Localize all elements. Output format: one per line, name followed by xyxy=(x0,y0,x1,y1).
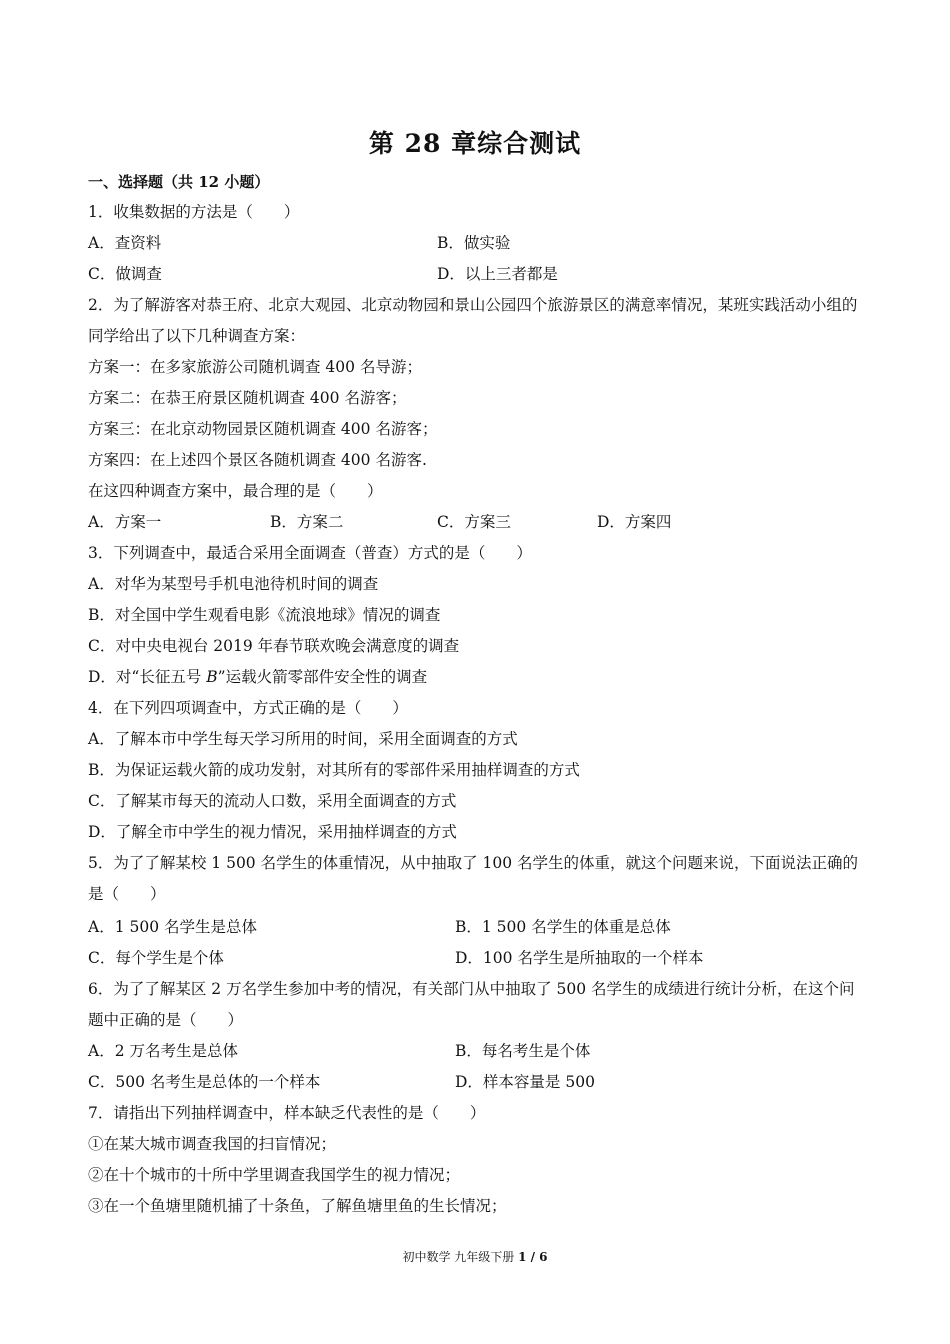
q3-option-c: C．对中央电视台 2019 年春节联欢晚会满意度的调查 xyxy=(88,637,460,655)
q7-item-3: ③在一个鱼塘里随机捕了十条鱼，了解鱼塘里鱼的生长情况； xyxy=(88,1197,507,1215)
q6-stem: 6．为了了解某区 2 万名学生参加中考的情况，有关部门从中抽取了 500 名学生的成绩进行统计分析，在这个问题中正确的是（ ） xyxy=(88,980,855,1029)
q2-stem: 2．为了解游客对恭王府、北京大观园、北京动物园和景山公园四个旅游景区的满意率情况，某班实践活动小组的同学给出了以下几种调查方案： xyxy=(88,296,858,345)
q2-ask: 在这四种调查方案中，最合理的是（ ） xyxy=(88,482,383,500)
q6-option-d: D．样本容量是 500 xyxy=(455,1073,595,1091)
q3-option-d-pre: D．对“长征五号 xyxy=(88,668,207,686)
q4-option-b: B．为保证运载火箭的成功发射，对其所有的零部件采用抽样调查的方式 xyxy=(88,761,580,779)
page-footer xyxy=(0,1248,950,1265)
q2-plan-2: 方案二：在恭王府景区随机调查 400 名游客； xyxy=(88,389,407,407)
q5-option-c: C．每个学生是个体 xyxy=(88,949,224,967)
q3-option-d xyxy=(88,667,427,687)
q2-plan-1: 方案一：在多家旅游公司随机调查 400 名导游； xyxy=(88,358,422,376)
q5-option-b: B．1 500 名学生的体重是总体 xyxy=(455,918,671,936)
q3-option-d-post: ”运载火箭零部件安全性的调查 xyxy=(217,668,428,686)
q2-option-c: C．方案三 xyxy=(437,513,511,531)
page-title: 第 28 章综合测试 xyxy=(368,129,582,158)
q2-option-d: D．方案四 xyxy=(597,513,672,531)
q7-item-1: ①在某大城市调查我国的扫盲情况； xyxy=(88,1135,337,1153)
q6-option-a: A．2 万名考生是总体 xyxy=(88,1042,238,1060)
footer-text: 初中数学 九年级下册 xyxy=(402,1250,519,1264)
q1-option-d: D．以上三者都是 xyxy=(437,265,558,283)
q3-option-a: A．对华为某型号手机电池待机时间的调查 xyxy=(88,575,379,593)
q5-option-d: D．100 名学生是所抽取的一个样本 xyxy=(455,949,704,967)
q5-option-a: A．1 500 名学生是总体 xyxy=(88,918,257,936)
q3-option-d-var: B xyxy=(206,668,218,686)
q4-option-a: A．了解本市中学生每天学习所用的时间，采用全面调查的方式 xyxy=(88,730,518,748)
q1-option-c: C．做调查 xyxy=(88,265,162,283)
q3-stem: 3．下列调查中，最适合采用全面调查（普查）方式的是（ ） xyxy=(88,544,532,562)
q2-plan-3: 方案三：在北京动物园景区随机调查 400 名游客； xyxy=(88,420,438,438)
q4-option-d: D．了解全市中学生的视力情况，采用抽样调查的方式 xyxy=(88,823,457,841)
q7-stem: 7．请指出下列抽样调查中，样本缺乏代表性的是（ ） xyxy=(88,1104,486,1122)
section-heading: 一、选择题（共 12 小题） xyxy=(88,173,270,191)
q6-option-b: B．每名考生是个体 xyxy=(455,1042,591,1060)
q4-stem: 4．在下列四项调查中，方式正确的是（ ） xyxy=(88,699,408,717)
q3-option-b: B．对全国中学生观看电影《流浪地球》情况的调查 xyxy=(88,606,441,624)
q4-option-c: C．了解某市每天的流动人口数，采用全面调查的方式 xyxy=(88,792,457,810)
q6-option-c: C．500 名考生是总体的一个样本 xyxy=(88,1073,321,1091)
q1-stem: 1．收集数据的方法是（ ） xyxy=(88,203,300,221)
q7-item-2: ②在十个城市的十所中学里调查我国学生的视力情况； xyxy=(88,1166,461,1184)
q1-option-b: B．做实验 xyxy=(437,234,511,252)
q5-stem: 5．为了了解某校 1 500 名学生的体重情况，从中抽取了 100 名学生的体重，就这个问题来说，下面说法正确的是（ ） xyxy=(88,854,859,903)
q2-option-b: B．方案二 xyxy=(270,513,344,531)
q1-option-a: A．查资料 xyxy=(88,234,162,252)
page-number: 1 / 6 xyxy=(518,1250,548,1264)
q2-plan-4: 方案四：在上述四个景区各随机调查 400 名游客. xyxy=(88,451,427,469)
q2-option-a: A．方案一 xyxy=(88,513,162,531)
